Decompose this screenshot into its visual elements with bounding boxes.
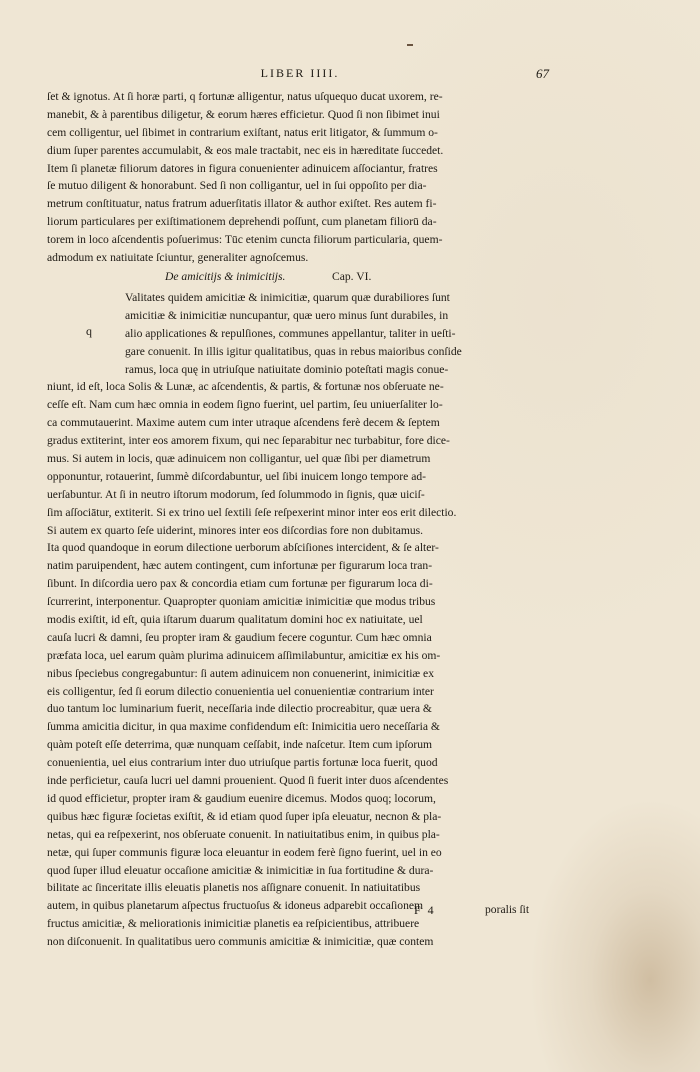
text-line: netæ, qui ſuper communis figuræ loca eleuantur in eodem ferè ſigno fuerint, uel in eo bbox=[47, 845, 442, 859]
text-line: ſet & ignotus. At ſi horæ parti, q fortunæ alligentur, natus uſquequo ducat uxorem, re- bbox=[47, 90, 443, 103]
text-line: inde perficietur, cauſa lucri uel damni prouenient. Quod ſi fuerit inter duos aſcendentes bbox=[47, 774, 449, 788]
text-line: Valitates quidem amicitiæ & inimicitiæ, quarum quæ durabiliores ſunt bbox=[125, 291, 450, 304]
chapter-heading bbox=[165, 270, 495, 283]
paragraph-2 bbox=[47, 289, 547, 951]
text-line: quod ſuper illud eleuatur occaſione amicitiæ & inimicitiæ in ſua fortitudine & dura- bbox=[47, 863, 434, 877]
text-line: ſcurrerint, interponentur. Quapropter quoniam amicitiæ inimicitiæ que modus tribus bbox=[47, 595, 436, 609]
text-line: admodum ex natiuitate ſciuntur, generaliter agnoſcemus. bbox=[47, 251, 309, 265]
text-line: non diſconuenit. In qualitatibus uero communis amicitiæ & inimicitiæ, quæ contem bbox=[47, 935, 434, 949]
text-line: Si autem ex quarto ſeſe uiderint, minores inter eos diſcordias fore non dubitamus. bbox=[47, 523, 424, 537]
paragraph-1 bbox=[47, 88, 545, 267]
text-line: id quod efficietur, propter iram & gaudium euenire dicemus. Modos quoq; locorum, bbox=[47, 791, 436, 805]
text-line: fructus amicitiæ, & meliorationis inimicitiæ planetis ea reſpicientibus, attribuere bbox=[47, 917, 420, 931]
signature-mark: F 4 bbox=[414, 903, 436, 917]
running-head: LIBER IIII. bbox=[260, 66, 340, 80]
text-line: quibus hæc figuræ ſocietas exiſtit, & id etiam quod ſuper ipſa eleuatur, necnon & pla- bbox=[47, 809, 442, 823]
text-line: modis exiſtit, id eſt, quia iſtarum duarum qualitatum domini hoc ex natiuitate, uel bbox=[47, 613, 423, 627]
text-line: nibus ſpeciebus congregabuntur: ſi autem adinuicem non conuenerint, inimicitiæ ex bbox=[47, 666, 435, 680]
text-line: eis colligentur, ſed ſi eorum dilectio conuenientia uel conuenientiæ contrarium inter bbox=[47, 684, 434, 698]
text-line: torem in loco aſcendentis poſuerimus: Tūc etenim cuncta filiorum particularia, quem- bbox=[47, 233, 443, 247]
text-line: ſumma amicitia dicitur, in qua maxime confidendum eſt: Inimicitia uero neceſſaria & bbox=[47, 720, 440, 734]
chapter-label: Cap. VI. bbox=[332, 270, 372, 283]
text-line: natim paruipendent, hæc autem contingent, cum infortunæ per figurarum loca tran- bbox=[47, 559, 433, 573]
text-line: quàm poteſt eſſe deterrima, quæ nunquam ceſſabit, inde naſcetur. Item cum ipſorum bbox=[47, 738, 433, 752]
guide-letter: q bbox=[86, 324, 92, 338]
text-line: opponuntur, rotauerint, ſummè diſcordabuntur, uel ſibi inuicem longo tempore ad- bbox=[47, 469, 426, 483]
text-line: ſim aſſociātur, extiterit. Si ex trino uel ſextili ſeſe reſpexerint minor inter eos erit dilectio. bbox=[47, 505, 457, 519]
text-line: alio applicationes & repulſiones, communes appellantur, taliter in ueſti- bbox=[125, 326, 456, 340]
text-line: autem, in quibus planetarum aſpectus fructuoſus & idoneus adparebit occaſionem bbox=[47, 899, 424, 913]
text-line: mus. Si autem in locis, quæ adinuicem non colligantur, uel quæ ſibi per diametrum bbox=[47, 452, 431, 466]
text-line: bilitate ac ſinceritate illis eleuatis planetis nos aſſignare conuenit. In natiuitatibus bbox=[47, 881, 421, 895]
page-number: 67 bbox=[536, 66, 549, 81]
text-line: dium ſuper parentes accumulabit, & eos male tractabit, nec eis in hæreditate ſuccedet. bbox=[47, 143, 444, 157]
text-line: ramus, loca quę in utriuſque natiuitate dominio poteſtati magis conue- bbox=[125, 362, 449, 376]
text-line: cauſa lucri & damni, ſeu propter iram & gaudium fecere coguntur. Cum hæc omnia bbox=[47, 630, 432, 644]
text-line: manebit, & à parentibus diligetur, & eorum hæres efficietur. Quod ſi non ſibimet inui bbox=[47, 107, 440, 121]
text-line: ceſſe eſt. Nam cum hæc omnia in eodem ſigno fuerint, uel partim, ſeu uniuerſaliter lo- bbox=[47, 398, 443, 412]
text-line: niunt, id eſt, loca Solis & Lunæ, ac aſcendentis, & partis, & fortunæ nos obſeruate ne- bbox=[47, 380, 444, 394]
text-line: Item ſi planetæ filiorum datores in figura conuenienter adinuicem aſſociantur, fratres bbox=[47, 161, 438, 175]
text-line: ſibunt. In diſcordia uero pax & concordia etiam cum fortunæ per figurarum loca di- bbox=[47, 577, 433, 591]
catchword: poralis ſit bbox=[485, 903, 530, 916]
text-line: cem colligentur, uel ſibimet in contrarium exiſtant, natus erit litigator, & ſummum o- bbox=[47, 125, 438, 139]
text-line: gare conuenit. In illis igitur qualitatibus, quas in rebus maioribus conſide bbox=[125, 344, 462, 358]
printer-mark bbox=[407, 44, 413, 46]
text-line: amicitiæ & inimicitiæ nuncupantur, quæ uero minus ſunt durabiles, in bbox=[125, 308, 449, 322]
text-line: ca commutauerint. Maxime autem cum inter utraque aſcendens ferè decem & ſeptem bbox=[47, 416, 440, 430]
text-line: metrum conſtituatur, natus fratrum aduerſitatis illator & author exiſtet. Res autem fi- bbox=[47, 197, 437, 211]
text-line: netas, qui ea reſpexerint, nos obſeruate conuenit. In natiuitatibus enim, in quibus pla- bbox=[47, 827, 440, 841]
text-line: uerſabuntur. At ſi in neutro iſtorum modorum, ſed ſolummodo in ſignis, quæ uiciſ- bbox=[47, 487, 425, 501]
text-line: gradus extiterint, inter eos amorem fixum, qui nec ſeparabitur nec turbabitur, fore dice- bbox=[47, 434, 450, 448]
text-line: liorum particulares per exiſtimationem deprehendi poſſunt, cum planetam filiorū da- bbox=[47, 215, 437, 229]
text-line: duo tantum loc luminarium fuerit, neceſſaria inde dilectio procreabitur, quæ uera & bbox=[47, 702, 432, 716]
chapter-title: De amicitijs & inimicitijs. bbox=[165, 270, 286, 283]
text-line: ſe mutuo diligent & honorabunt. Sed ſi non colligantur, uel in ſui oppoſito per dia- bbox=[47, 179, 427, 193]
text-line: conuenientia, uel eius contrarium inter duo utriuſque partis fortunæ loca fuerit, quod bbox=[47, 756, 438, 770]
text-line: præfata loca, uel earum quàm plurima adinuicem aſſimilabuntur, amicitiæ ex his om- bbox=[47, 648, 441, 662]
text-line: Ita quod quandoque in eorum dilectione uerborum abſciſiones intercident, & ſe alter- bbox=[47, 541, 439, 555]
